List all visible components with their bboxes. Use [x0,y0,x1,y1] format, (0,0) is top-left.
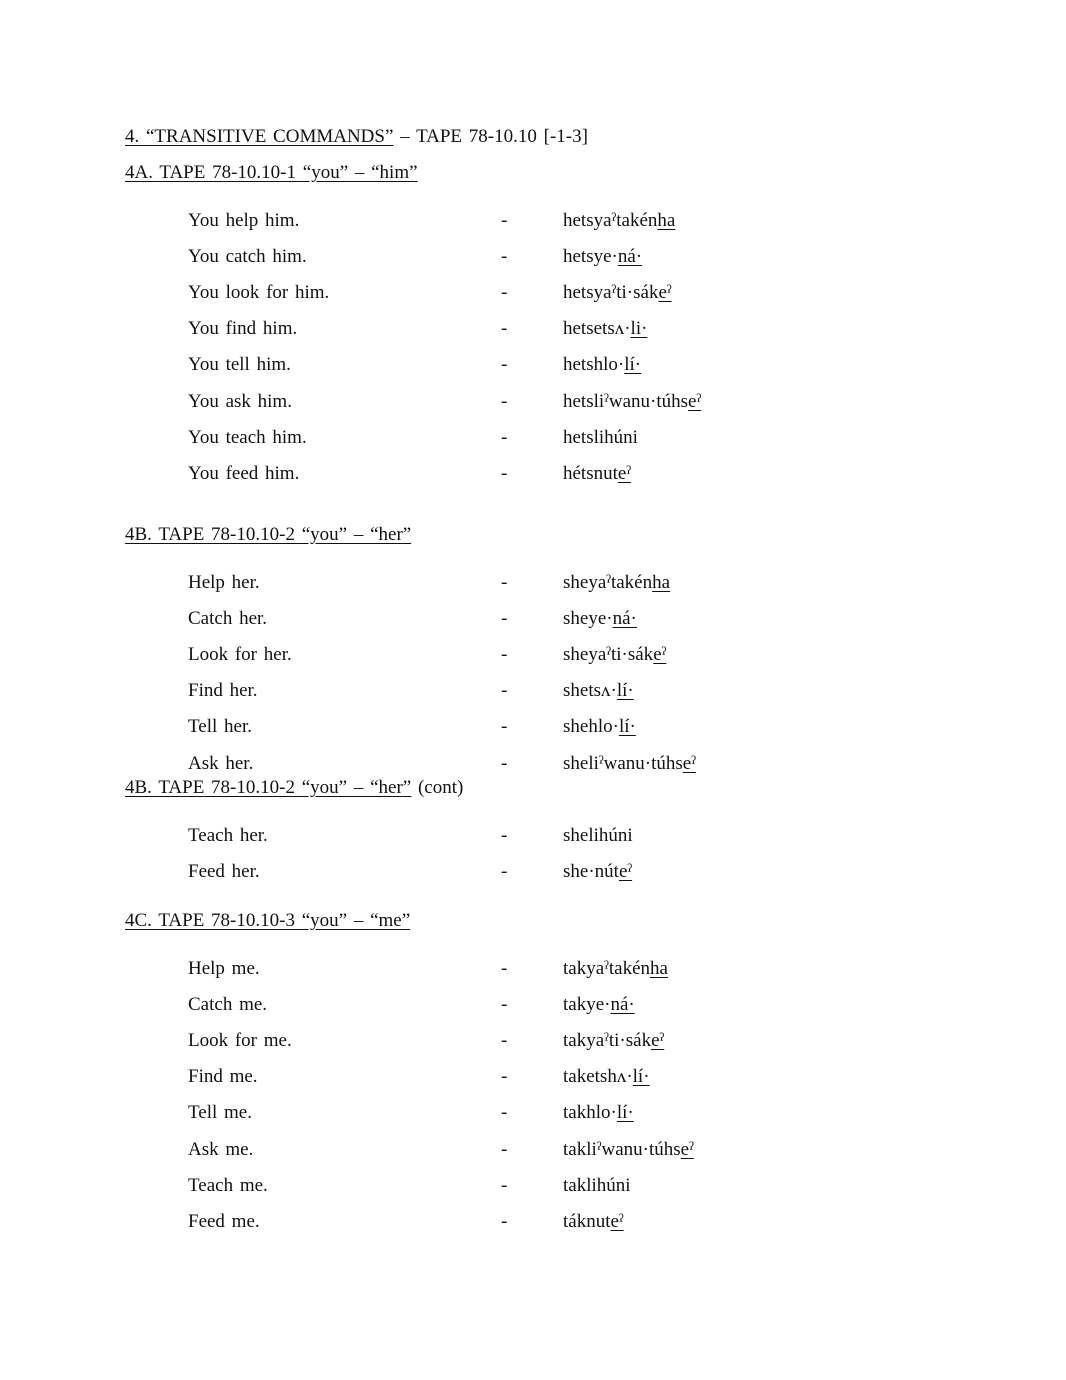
oneida-translation [563,246,642,268]
english-phrase: Catch her. [188,608,268,629]
separator-dash: - [501,318,508,339]
english-phrase: You feed him. [188,463,300,484]
separator-dash: - [501,282,508,303]
vocab-row [0,1139,1066,1163]
oneida-translation [563,1030,664,1052]
translation-part: shelihúni [563,825,633,846]
separator-dash: - [501,1175,508,1196]
vocab-row [0,1175,1066,1199]
separator-dash: - [501,608,508,629]
title-rest: – TAPE 78-10.10 [-1-3] [393,126,588,147]
translation-underlined: eˀ [658,282,672,303]
oneida-translation [563,608,637,630]
oneida-translation [563,716,636,738]
separator-dash: - [501,680,508,701]
translation-part: hetslihúni [563,427,638,448]
oneida-translation [563,680,634,702]
vocab-row [0,1030,1066,1054]
oneida-translation [563,572,670,594]
english-phrase: You look for him. [188,282,330,303]
translation-part: takhlo· [563,1102,617,1123]
vocab-row [0,318,1066,342]
translation-underlined: eˀ [617,463,632,484]
english-phrase: Tell her. [188,716,252,737]
separator-dash: - [501,1102,508,1123]
vocab-row [0,680,1066,704]
translation-part: takyaˀtakén [563,958,651,979]
translation-part: hétsnut [563,463,618,484]
translation-underlined: lí· [632,1066,650,1087]
translation-part: takyaˀti·sák [563,1030,652,1051]
vocab-row [0,608,1066,632]
vocab-row [0,282,1066,306]
section-heading-text: 4A. TAPE 78-10.10-1 “you” – “him” [125,162,418,183]
separator-dash: - [501,354,508,375]
separator-dash: - [501,572,508,593]
vocab-row [0,958,1066,982]
vocab-row [0,1066,1066,1090]
section-heading [125,910,410,932]
separator-dash: - [501,716,508,737]
english-phrase: Feed me. [188,1211,260,1232]
section-heading [125,524,411,546]
translation-underlined: eˀ [682,753,696,774]
section-heading-text: 4B. TAPE 78-10.10-2 “you” – “her” [125,524,412,545]
oneida-translation [563,318,647,340]
translation-part: shetsʌ· [563,680,617,701]
separator-dash: - [501,1211,508,1232]
vocab-row [0,1102,1066,1126]
vocab-row [0,994,1066,1018]
translation-underlined: eˀ [610,1211,624,1232]
vocab-row [0,716,1066,740]
oneida-translation [563,391,701,413]
title-main: 4. “TRANSITIVE COMMANDS” [125,126,394,147]
vocab-row [0,210,1066,234]
oneida-translation [563,463,631,485]
separator-dash: - [501,463,508,484]
separator-dash: - [501,825,508,846]
translation-underlined: ná· [612,608,637,629]
english-phrase: Tell me. [188,1102,252,1123]
english-phrase: Help her. [188,572,260,593]
translation-part: takliˀwanu·túhs [563,1139,681,1160]
english-phrase: Ask her. [188,753,254,774]
translation-underlined: ná· [610,994,635,1015]
translation-part: hetsyaˀti·sák [563,282,659,303]
oneida-translation [563,282,672,304]
translation-part: hetsetsʌ· [563,318,631,339]
oneida-translation [563,210,675,232]
oneida-translation [563,994,635,1016]
translation-underlined: ha [650,958,668,979]
vocab-row [0,391,1066,415]
separator-dash: - [501,753,508,774]
english-phrase: Help me. [188,958,260,979]
translation-underlined: ha [652,572,671,593]
vocab-row [0,246,1066,270]
oneida-translation [563,427,638,449]
separator-dash: - [501,391,508,412]
translation-underlined: eˀ [618,861,633,882]
translation-part: sheyaˀtakén [563,572,653,593]
vocab-row [0,427,1066,451]
english-phrase: Catch me. [188,994,268,1015]
separator-dash: - [501,861,508,882]
translation-underlined: lí· [618,716,636,737]
translation-underlined: lí· [616,680,634,701]
separator-dash: - [501,427,508,448]
english-phrase: Look for her. [188,644,292,665]
translation-underlined: li· [630,318,648,339]
translation-part: sheyaˀti·sák [563,644,654,665]
english-phrase: You teach him. [188,427,307,448]
vocab-row [0,861,1066,885]
translation-part: táknut [563,1211,611,1232]
translation-part: sheye· [563,608,613,629]
english-phrase: You find him. [188,318,298,339]
english-phrase: Feed her. [188,861,260,882]
translation-part: takye· [563,994,611,1015]
separator-dash: - [501,1139,508,1160]
oneida-translation [563,1139,694,1161]
oneida-translation [563,1211,624,1233]
document-title [125,126,588,148]
translation-underlined: lí· [624,354,642,375]
separator-dash: - [501,210,508,231]
separator-dash: - [501,958,508,979]
english-phrase: You tell him. [188,354,291,375]
vocab-row [0,354,1066,378]
section-heading [125,777,463,799]
english-phrase: Teach me. [188,1175,268,1196]
separator-dash: - [501,994,508,1015]
english-phrase: You help him. [188,210,300,231]
translation-part: hetsliˀwanu·túhs [563,391,689,412]
english-phrase: You catch him. [188,246,307,267]
oneida-translation [563,354,641,376]
separator-dash: - [501,644,508,665]
oneida-translation [563,958,668,980]
translation-part: hetsyaˀtakén [563,210,658,231]
section-heading-text: 4B. TAPE 78-10.10-2 “you” – “her” [125,777,412,798]
translation-part: she·nút [563,861,619,882]
section-heading [125,162,418,184]
english-phrase: Look for me. [188,1030,292,1051]
translation-part: taklihúni [563,1175,631,1196]
translation-underlined: ha [657,210,676,231]
separator-dash: - [501,1030,508,1051]
english-phrase: Find her. [188,680,258,701]
oneida-translation [563,1102,634,1124]
separator-dash: - [501,1066,508,1087]
vocab-row [0,572,1066,596]
oneida-translation [563,825,633,847]
oneida-translation [563,861,632,883]
oneida-translation [563,1175,631,1197]
translation-part: hetsye· [563,246,618,267]
vocab-row [0,644,1066,668]
oneida-translation [563,644,666,666]
vocab-row [0,463,1066,487]
section-heading-text: 4C. TAPE 78-10.10-3 “you” – “me” [125,910,411,931]
translation-underlined: ná· [617,246,643,267]
translation-part: taketshʌ· [563,1066,633,1087]
translation-underlined: eˀ [680,1139,694,1160]
translation-part: hetshlo· [563,354,625,375]
english-phrase: Ask me. [188,1139,254,1160]
oneida-translation [563,1066,650,1088]
vocab-row [0,753,1066,777]
translation-underlined: eˀ [651,1030,665,1051]
section-heading-suffix: (cont) [411,777,464,798]
english-phrase: Teach her. [188,825,268,846]
translation-underlined: lí· [616,1102,634,1123]
separator-dash: - [501,246,508,267]
english-phrase: You ask him. [188,391,292,412]
vocab-row [0,1211,1066,1235]
translation-part: sheliˀwanu·túhs [563,753,683,774]
translation-underlined: eˀ [653,644,667,665]
translation-underlined: eˀ [688,391,702,412]
translation-part: shehlo· [563,716,619,737]
english-phrase: Find me. [188,1066,258,1087]
vocab-row [0,825,1066,849]
oneida-translation [563,753,696,775]
